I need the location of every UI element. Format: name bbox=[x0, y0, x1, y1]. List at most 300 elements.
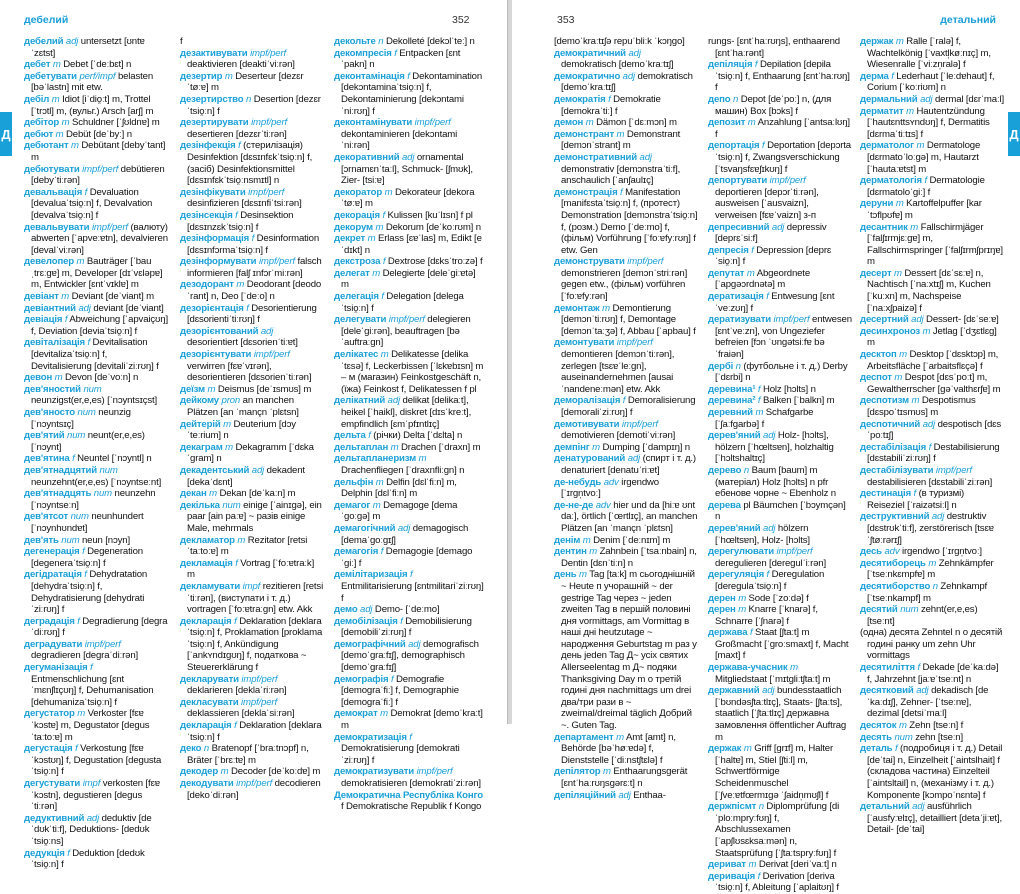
dictionary-entry bbox=[334, 546, 484, 569]
entry-headword: декламатор bbox=[180, 534, 235, 546]
dictionary-entry bbox=[24, 291, 168, 303]
entry-translation: Debüt [deˈbyː] n bbox=[66, 128, 132, 140]
entry-headword: деконтамінувати bbox=[334, 117, 413, 129]
entry-headword: демонтаж bbox=[554, 302, 600, 314]
entry-part-of-speech: num bbox=[93, 488, 112, 500]
entry-translation: Griff [ɡrɪf] m, Halter [ˈhaltɐ] m, Stiel [ʃtiːl] m, Schwertförmige Scheidenmuschel [ˈʃveːɐtfœrmɪɡə ˈʃaidn̩mʊʃl] f bbox=[715, 743, 834, 801]
entry-translation: Despot [dɛsˈpoːt] m, Gewaltherrscher [ɡəˈvalthɛrʃɐ] m bbox=[867, 372, 1001, 395]
entry-translation: demagogisch [demaˈɡoːɡɪʃ] bbox=[341, 522, 469, 546]
entry-part-of-speech: m bbox=[236, 279, 245, 291]
entry-part-of-speech: impf/perf bbox=[935, 464, 972, 476]
entry-part-of-speech: f bbox=[750, 627, 753, 639]
entry-part-of-speech: impf/perf bbox=[416, 766, 453, 778]
dictionary-entry bbox=[554, 395, 698, 418]
dictionary-entry bbox=[554, 477, 698, 500]
dictionary-entry bbox=[860, 732, 1004, 744]
dictionary-entry bbox=[24, 36, 168, 59]
entry-translation: desertieren [dezɛrˈtiːrən] bbox=[187, 128, 287, 140]
entry-part-of-speech: impf/perf bbox=[769, 175, 806, 187]
entry-headword: демпінг bbox=[554, 441, 590, 453]
entry-part-of-speech: adj bbox=[360, 604, 373, 616]
dictionary-entry bbox=[708, 523, 852, 546]
entry-part-of-speech: f bbox=[917, 662, 920, 674]
entry-part-of-speech: m bbox=[375, 476, 384, 488]
dictionary-entry bbox=[708, 59, 852, 94]
entry-translation: Enthaarungsgerät [ɛntˈhaːrʊŋsɡərɛːt] n bbox=[561, 766, 688, 789]
entry-part-of-speech: m bbox=[372, 267, 381, 279]
entry-headword: дезертирство bbox=[180, 93, 244, 105]
entry-translation: einige [ˈainɪɡə], ein paar [ain paːɐ] ~ разів einige Male, mehrmals bbox=[187, 499, 322, 534]
entry-part-of-speech: adj bbox=[618, 789, 631, 801]
entry-translation: Depression [deprɛˈsio̯ːn] f bbox=[715, 244, 832, 268]
entry-part-of-speech: impf/perf bbox=[248, 186, 285, 198]
entry-headword: десинхроноз bbox=[860, 325, 921, 337]
entry-headword: девіантний bbox=[24, 302, 76, 314]
entry-part-of-speech: num bbox=[99, 464, 118, 476]
entry-headword: деконтамінація bbox=[334, 70, 405, 82]
entry-part-of-speech: num bbox=[77, 407, 96, 418]
entry-translation: Dextrose [dɛksˈtroːzə] f bbox=[387, 256, 483, 268]
dictionary-entry bbox=[860, 175, 1004, 198]
entry-translation: Erlass [ɛɐˈlas] m, Edikt [eˈdɪkt] n bbox=[341, 233, 482, 256]
entry-part-of-speech: f bbox=[381, 291, 384, 303]
entry-part-of-speech: m bbox=[207, 383, 216, 395]
entry-headword: дебютант bbox=[24, 140, 69, 152]
dictionary-entry bbox=[24, 430, 168, 453]
entry-headword: десять bbox=[860, 731, 892, 743]
dictionary-entry bbox=[860, 140, 1004, 175]
entry-part-of-speech: adj bbox=[911, 314, 924, 326]
dictionary-entry bbox=[24, 569, 168, 615]
entry-headword: дерма bbox=[860, 70, 889, 82]
entry-headword: дериват bbox=[708, 859, 746, 871]
entry-translation: destruktiv [dɛstrʊkˈtiːf], zerstörerisch [tsɛɐˈʃtøːrərɪʃ] bbox=[867, 511, 994, 546]
entry-headword: дезінфекція bbox=[180, 140, 236, 152]
dictionary-entry bbox=[554, 500, 698, 535]
entry-headword: денім bbox=[554, 534, 581, 546]
entry-part-of-speech: adj bbox=[251, 464, 265, 476]
entry-part-of-speech: m bbox=[894, 267, 902, 279]
dictionary-entry bbox=[334, 349, 484, 395]
dictionary-entry bbox=[180, 488, 324, 500]
entry-headword: десь bbox=[860, 546, 882, 558]
left-guide-word: дебелий bbox=[24, 14, 69, 26]
entry-translation: deportieren [depɔrˈtiːrən], ausweisen [ˈausvaizn], verweisen [fɛɐˈvaizn] з-п bbox=[715, 186, 819, 221]
entry-part-of-speech: f bbox=[235, 209, 238, 221]
entry-part-of-speech: m bbox=[603, 766, 611, 778]
entry-headword: декаграм bbox=[180, 441, 223, 453]
entry-part-of-speech: pron bbox=[221, 395, 241, 407]
entry-headword: демократизація bbox=[334, 731, 407, 743]
entry-headword: дебітор bbox=[24, 117, 60, 129]
entry-headword: деревний bbox=[708, 407, 753, 418]
entry-translation: Tag [taːk] m сьогоднішній ~ Heute п учорашній ~ der gestrige Tag через ~ jeden zweiten Tag в першій половині дня vormittags, am Vormittag в наші дні heutzutage ~ народження Geburtstag m раз у день jeden Tag Д~ усіх святих Allerseelentag m Д~ подяки Thanksgiving Day m о третій годині дня nachmittags um drei два/три рази в ~ zweimal/dreimal täglich Добрий ~. Guten Tag. bbox=[561, 569, 697, 732]
dictionary-entry bbox=[554, 546, 698, 569]
entry-headword: де-не-де bbox=[554, 499, 594, 511]
entry-part-of-speech: f bbox=[757, 395, 761, 407]
entry-translation: (в туризмі) Reiseziel [ˈraizətsiːl] n bbox=[867, 488, 965, 511]
entry-part-of-speech: adj bbox=[397, 522, 411, 534]
entry-headword: демографічний bbox=[334, 638, 406, 650]
entry-headword: девелопер bbox=[24, 256, 75, 268]
dictionary-entry bbox=[334, 604, 484, 616]
entry-translation: pl Bäumchen [ˈbɔymçən] n bbox=[715, 499, 846, 523]
dictionary-entry bbox=[24, 546, 168, 569]
entry-headword: декорум bbox=[334, 221, 373, 233]
entry-part-of-speech: m bbox=[372, 499, 381, 511]
entry-headword: делікатес bbox=[334, 349, 379, 361]
entry-part-of-speech: f bbox=[757, 383, 761, 395]
dictionary-entry bbox=[708, 94, 852, 117]
entry-translation: deklassieren [deklaˈsiːrən] bbox=[187, 708, 295, 720]
entry-headword: десертний bbox=[860, 314, 909, 326]
entry-translation: Drachen [ˈdraxn] m bbox=[401, 441, 481, 453]
dictionary-entry bbox=[24, 71, 168, 94]
dictionary-entry bbox=[24, 164, 168, 187]
dictionary-entry bbox=[180, 117, 324, 140]
entry-translation: debütieren [debyˈtiːrən] bbox=[31, 163, 165, 187]
entry-headword: деревина² bbox=[708, 395, 756, 407]
entry-part-of-speech: impf/perf bbox=[773, 314, 810, 326]
entry-translation: Delfin [dɛlˈfiːn] m, Delphin [dɛlˈfiːn] m bbox=[341, 476, 457, 500]
entry-headword: деруни bbox=[860, 198, 894, 210]
entry-headword: демократизувати bbox=[334, 766, 415, 778]
entry-translation: Destabilisierung [dɛstabiliˈziːrʊŋ] f bbox=[867, 441, 1000, 465]
entry-part-of-speech: adj bbox=[65, 36, 79, 47]
entry-part-of-speech: impf/perf bbox=[250, 47, 287, 59]
entry-translation: Dekontamination [dekɔntaminaˈtsio̯ːn] f, Dekontaminierung [dekɔntamiˈniːrʊŋ] f bbox=[341, 70, 483, 117]
right-guide-word: детальний bbox=[940, 14, 996, 26]
dictionary-entry bbox=[334, 222, 484, 234]
entry-translation: Debet [ˈdeːbɛt] n bbox=[63, 59, 132, 71]
entry-translation: deviant [deˈviant] bbox=[93, 302, 164, 314]
entry-translation: Diplomprüfung [diˈploːmpryːfʊŋ] f, Abschlussexamen [ˈapʃlʊsɛksaːmən] n, Staatsprüfung [ˈʃtaːtspryːfʊŋ] f bbox=[715, 801, 840, 859]
entry-part-of-speech: f bbox=[246, 302, 249, 314]
entry-part-of-speech: adv bbox=[595, 499, 611, 511]
dictionary-entry bbox=[180, 349, 324, 384]
dictionary-entry bbox=[708, 593, 852, 605]
entry-part-of-speech: adj bbox=[86, 812, 100, 824]
dictionary-entry bbox=[180, 94, 324, 117]
dictionary-entry bbox=[708, 685, 852, 743]
entry-headword: дерматит bbox=[860, 105, 904, 117]
entry-part-of-speech: m bbox=[237, 534, 246, 546]
entry-translation: Dekagramm [ˈdɛkaˈɡram] n bbox=[187, 441, 314, 465]
dictionary-entry bbox=[860, 314, 1004, 326]
dictionary-entry bbox=[554, 48, 698, 71]
entry-part-of-speech: num bbox=[894, 731, 913, 743]
entry-part-of-speech: f bbox=[757, 870, 761, 882]
entry-part-of-speech: m bbox=[367, 233, 376, 245]
entry-headword: декодер bbox=[180, 766, 219, 778]
entry-headword: дерево bbox=[708, 464, 742, 476]
dictionary-entry bbox=[708, 245, 852, 268]
entry-headword: департамент bbox=[554, 731, 614, 743]
entry-headword: декламувати bbox=[180, 580, 241, 592]
entry-headword: депортувати bbox=[708, 175, 768, 187]
dictionary-entry bbox=[860, 71, 1004, 94]
entry-translation: Debütant [debyˈtant] m bbox=[31, 140, 166, 163]
dictionary-entry bbox=[180, 279, 324, 302]
dictionary-entry bbox=[334, 766, 484, 789]
dictionary-entry bbox=[24, 662, 168, 708]
entry-part-of-speech: f bbox=[234, 720, 237, 732]
entry-translation: entwesen [ɛntˈveːzn], von Ungeziefer befreien [fɔn ˈʊnɡətsiːfɐ bəˈfraiən] bbox=[715, 314, 852, 361]
entry-headword: десктоп bbox=[860, 349, 897, 361]
entry-part-of-speech: f bbox=[380, 546, 384, 558]
entry-translation: Demokrat [demoˈkraːt] m bbox=[341, 708, 483, 732]
entry-headword: десантник bbox=[860, 221, 908, 233]
dictionary-entry bbox=[24, 314, 168, 337]
entry-translation: (одна) десята Zehntel n о десятій годині ранку um zehn Uhr vormittags bbox=[860, 627, 1003, 662]
entry-part-of-speech: impf/perf bbox=[627, 256, 664, 268]
entry-part-of-speech: f bbox=[72, 453, 75, 465]
entry-translation: Desorientierung [dɛsorientiˈtiːrʊŋ] f bbox=[187, 302, 317, 326]
entry-translation: f bbox=[180, 36, 183, 47]
entry-translation: Dekade [deˈkaːdə] f, Jahrzehnt [jaːɐˈtseːnt] n bbox=[867, 662, 999, 685]
dictionary-entry bbox=[860, 442, 1004, 465]
left-page bbox=[0, 0, 508, 871]
entry-part-of-speech: f bbox=[238, 140, 241, 152]
entry-headword: держава-учасник bbox=[708, 662, 788, 674]
dictionary-entry bbox=[860, 546, 1004, 558]
entry-headword: девіант bbox=[24, 291, 59, 303]
entry-headword: дербі bbox=[708, 360, 734, 372]
entry-part-of-speech: impf/perf bbox=[241, 696, 277, 708]
dictionary-entry bbox=[334, 790, 484, 813]
entry-part-of-speech: f bbox=[84, 569, 87, 581]
entry-headword: дев'ятий bbox=[24, 430, 65, 442]
entry-part-of-speech: f bbox=[67, 847, 70, 859]
entry-part-of-speech: f bbox=[382, 209, 385, 221]
entry-headword: декстроза bbox=[334, 256, 381, 268]
entry-headword: декомпресія bbox=[334, 47, 392, 59]
entry-translation: Devitalisation [devitalizaˈtsio̯ːn] f, Devitalisierung [devitaliˈziːrʊŋ] f bbox=[31, 337, 159, 372]
entry-part-of-speech: impf/perf bbox=[414, 117, 451, 129]
entry-headword: дерен bbox=[708, 592, 736, 604]
entry-part-of-speech: m bbox=[384, 186, 393, 198]
entry-part-of-speech: m bbox=[52, 59, 61, 71]
dictionary-entry bbox=[180, 71, 324, 94]
entry-headword: девіація bbox=[24, 314, 63, 326]
entry-part-of-speech: f bbox=[400, 615, 403, 627]
left-column-2 bbox=[180, 36, 324, 801]
entry-part-of-speech: n bbox=[378, 36, 384, 47]
entry-part-of-speech: adj bbox=[922, 418, 936, 430]
dictionary-entry bbox=[860, 558, 1004, 581]
entry-part-of-speech: m bbox=[55, 128, 64, 140]
entry-headword: денатурований bbox=[554, 453, 626, 465]
entry-translation: Lederhaut [ˈleːdɐhaut] f, Corium [ˈkoːriʊm] n bbox=[867, 70, 995, 94]
entry-part-of-speech: m bbox=[71, 140, 79, 152]
dictionary-entry bbox=[554, 129, 698, 152]
entry-translation: deregulieren [deregulˈiːrən] bbox=[715, 557, 826, 569]
entry-part-of-speech: adj bbox=[639, 151, 652, 163]
entry-translation: Idiot [iˈdio̯ːt] m, Trottel [ˈtrɔtl] m, (вульг.) Arsch [arʃ] m bbox=[31, 93, 154, 117]
entry-headword: день bbox=[554, 569, 577, 581]
entry-part-of-speech: f bbox=[924, 175, 927, 187]
entry-headword: девальвація bbox=[24, 186, 83, 198]
entry-headword: делегація bbox=[334, 291, 379, 303]
entry-headword: десятиборство bbox=[860, 580, 931, 592]
entry-headword: деградувати bbox=[24, 638, 83, 650]
left-thumb-index-tab: Д bbox=[0, 112, 12, 156]
dictionary-entry bbox=[180, 720, 324, 743]
entry-part-of-speech: f bbox=[620, 186, 623, 198]
entry-translation: Schafgarbe [ˈʃaːfɡarbə] f bbox=[715, 407, 814, 430]
dictionary-entry bbox=[860, 349, 1004, 372]
entry-translation: deduktiv [deˈdʊkˈtiːf], Deduktions- [dedʊkˈtsio̯ːns] bbox=[31, 812, 152, 847]
entry-translation: an manchen Plätzen [an ˈmançn ˈplɛtsn] bbox=[187, 395, 299, 418]
dictionary-entry bbox=[334, 36, 484, 48]
dictionary-entry bbox=[860, 106, 1004, 141]
dictionary-entry bbox=[334, 48, 484, 71]
entry-headword: деградація bbox=[24, 615, 75, 627]
entry-translation: dermal [dɛrˈmaːl] bbox=[934, 93, 1004, 105]
entry-translation: ausführlich [ˈausfyːɐlɪç], detailliert [detaˈjiːɐt], Detail- [deˈtai] bbox=[867, 801, 1002, 836]
entry-translation: Demografie [demoɡraˈfiː] f, Demographie [demoɡraˈfiː] f bbox=[341, 673, 459, 708]
left-column-1 bbox=[24, 36, 168, 871]
entry-translation: Vortrag [ˈfoːɐtraːk] m bbox=[187, 557, 315, 581]
right-page-number: 353 bbox=[557, 14, 575, 26]
entry-translation: Entmilitarisierung [ɛntmilitariˈziːrʊŋ] f bbox=[341, 580, 484, 604]
dictionary-entry bbox=[860, 604, 1004, 627]
entry-part-of-speech: m bbox=[911, 395, 920, 407]
entry-headword: декларація bbox=[180, 720, 232, 732]
entry-headword: деспотизм bbox=[860, 395, 909, 407]
entry-translation: Baum [baum] m (матеріал) Holz [hɔlts] n pfr ебенове чорне ~ Ebenholz n bbox=[715, 464, 836, 500]
dictionary-entry bbox=[24, 59, 168, 71]
entry-part-of-speech: f bbox=[251, 233, 255, 245]
entry-part-of-speech: f bbox=[608, 93, 611, 105]
dictionary-entry bbox=[554, 535, 698, 547]
entry-translation: Zehn [tseːn] f bbox=[909, 720, 964, 732]
entry-translation: deklarieren [deklaˈriːrən] bbox=[187, 685, 287, 697]
dictionary-entry bbox=[24, 372, 168, 384]
entry-headword: дегідратація bbox=[24, 569, 82, 581]
dictionary-entry bbox=[180, 581, 324, 616]
entry-part-of-speech: m bbox=[922, 325, 931, 337]
entry-headword: демонструвати bbox=[554, 256, 625, 268]
dictionary-entry bbox=[334, 395, 484, 430]
entry-headword: демілітаризація bbox=[334, 569, 408, 581]
entry-part-of-speech: num bbox=[70, 511, 89, 523]
entry-part-of-speech: adv bbox=[603, 476, 619, 488]
entry-translation: Demokratisierung [demokratiˈziːrʊŋ] f bbox=[341, 743, 460, 766]
entry-part-of-speech: m bbox=[390, 441, 399, 453]
entry-headword: депо bbox=[708, 93, 731, 105]
entry-translation: Holz- [hɔlts], hölzern [ˈhœltsɐn], holzhaltig [ˈhɔltshaltɪç] bbox=[715, 430, 834, 465]
entry-translation: zehnt(er,e,es) [tseːnt] bbox=[867, 604, 978, 627]
entry-headword: дейтерій bbox=[180, 418, 221, 430]
dictionary-entry bbox=[708, 407, 852, 430]
entry-translation: zehn [tseːn] bbox=[915, 731, 963, 743]
entry-part-of-speech: f bbox=[407, 70, 410, 82]
entry-translation: Bauträger [ˈbauˌtrɛːɡɐ] m, Developer [dɪˈvɛləpɐ] m, Entwickler [ɛntˈvɪklɐ] m bbox=[31, 256, 163, 291]
entry-headword: деко bbox=[180, 743, 202, 755]
dictionary-entry bbox=[554, 337, 698, 395]
entry-translation: Denim [ˈdeːnɪm] m bbox=[593, 534, 671, 546]
entry-part-of-speech: m bbox=[790, 662, 798, 674]
dictionary-entry bbox=[180, 697, 324, 720]
dictionary-entry bbox=[708, 430, 852, 465]
entry-headword: демо bbox=[334, 604, 358, 616]
entry-headword: дебютувати bbox=[24, 163, 80, 175]
entry-part-of-speech: impf/perf bbox=[251, 117, 288, 129]
entry-part-of-speech: adj bbox=[916, 685, 929, 697]
entry-part-of-speech: m bbox=[755, 407, 764, 418]
entry-translation: Deserteur [dezɛrˈtøːɐ] m bbox=[187, 70, 304, 94]
dictionary-entry bbox=[334, 210, 484, 222]
entry-part-of-speech: m bbox=[928, 557, 937, 569]
entry-translation: untersetzt [ʊntɐˈzɛtst] bbox=[31, 36, 145, 59]
entry-headword: десятиборець bbox=[860, 557, 926, 569]
entry-translation: (футбольне і т. д.) Derby [ˈdɛrbi] n bbox=[715, 360, 848, 384]
entry-headword: Демократична Республіка Конго bbox=[334, 789, 483, 801]
entry-translation: Demagoge [demaˈɡoːɡə] m bbox=[341, 499, 458, 523]
entry-translation: Abgeordnete [ˈapɡəɔrdnətə] m bbox=[715, 267, 811, 291]
entry-translation: Degeneration [degeneraˈtsio̯ːn] f bbox=[31, 546, 143, 569]
entry-headword: девальвувати bbox=[24, 221, 90, 233]
entry-part-of-speech: adj bbox=[920, 93, 933, 105]
dictionary-entry bbox=[24, 813, 168, 848]
entry-headword: дестабілізувати bbox=[860, 464, 934, 476]
dictionary-entry bbox=[180, 465, 324, 488]
entry-headword: дерев'яний bbox=[708, 430, 761, 442]
dictionary-entry bbox=[180, 616, 324, 674]
entry-part-of-speech: n bbox=[735, 360, 741, 372]
entry-part-of-speech: f bbox=[894, 743, 898, 755]
entry-translation: Rezitator [retsiˈtaːtoːɐ] m bbox=[187, 534, 308, 558]
entry-translation: falsch informieren [falʃ ɪnfɔrˈmiːrən] bbox=[187, 256, 322, 279]
dictionary-entry bbox=[334, 477, 484, 500]
entry-translation: Dekorateur [dekoraˈtøːɐ] m bbox=[341, 186, 475, 210]
dictionary-entry bbox=[180, 233, 324, 256]
dictionary-entry bbox=[180, 326, 324, 349]
entry-translation: Deklaration [deklaraˈtsio̯ːn] f bbox=[187, 720, 322, 743]
entry-headword: десерт bbox=[860, 267, 892, 279]
dictionary-entry bbox=[24, 117, 168, 129]
dictionary-entry bbox=[180, 36, 324, 48]
dictionary-entry bbox=[334, 430, 484, 442]
entry-translation: Desktop [ˈdɛsktɔp] m, Arbeitsfläche [ˈarbaitsflɛçə] f bbox=[867, 349, 999, 372]
entry-translation: Amt [amt] n, Behörde [bəˈhøːɐdə] f, Dienststelle [ˈdiːnstʃtɛlə] f bbox=[561, 731, 676, 766]
right-column-2 bbox=[708, 36, 852, 894]
entry-headword: декларувати bbox=[180, 673, 239, 685]
dictionary-entry bbox=[334, 314, 484, 349]
dictionary-entry bbox=[554, 187, 698, 257]
entry-part-of-speech: adj bbox=[771, 221, 785, 233]
entry-part-of-speech: f bbox=[235, 557, 238, 569]
dictionary-entry bbox=[708, 627, 852, 662]
entry-translation: desinfizieren [dɛsɪnfiˈtsiːrən] bbox=[187, 198, 302, 210]
dictionary-entry bbox=[24, 778, 168, 813]
entry-part-of-speech: impf/perf bbox=[388, 314, 425, 326]
entry-translation: Demagogie [demaɡoˈɡiː] f bbox=[341, 546, 473, 569]
dictionary-entry bbox=[180, 384, 324, 396]
entry-part-of-speech: m bbox=[589, 546, 598, 558]
dictionary-entry bbox=[554, 790, 698, 802]
entry-headword: демонстрація bbox=[554, 186, 618, 198]
entry-translation: demokratisieren [demokratiˈziːrən] bbox=[341, 778, 481, 789]
entry-translation: Deviant [deˈviant] m bbox=[71, 291, 154, 303]
entry-part-of-speech: adj bbox=[78, 302, 91, 314]
entry-part-of-speech: m bbox=[61, 291, 70, 303]
dictionary-entry bbox=[180, 558, 324, 581]
entry-headword: демагогія bbox=[334, 546, 379, 558]
entry-part-of-speech: f bbox=[410, 569, 413, 581]
entry-headword: депозит bbox=[708, 117, 746, 129]
